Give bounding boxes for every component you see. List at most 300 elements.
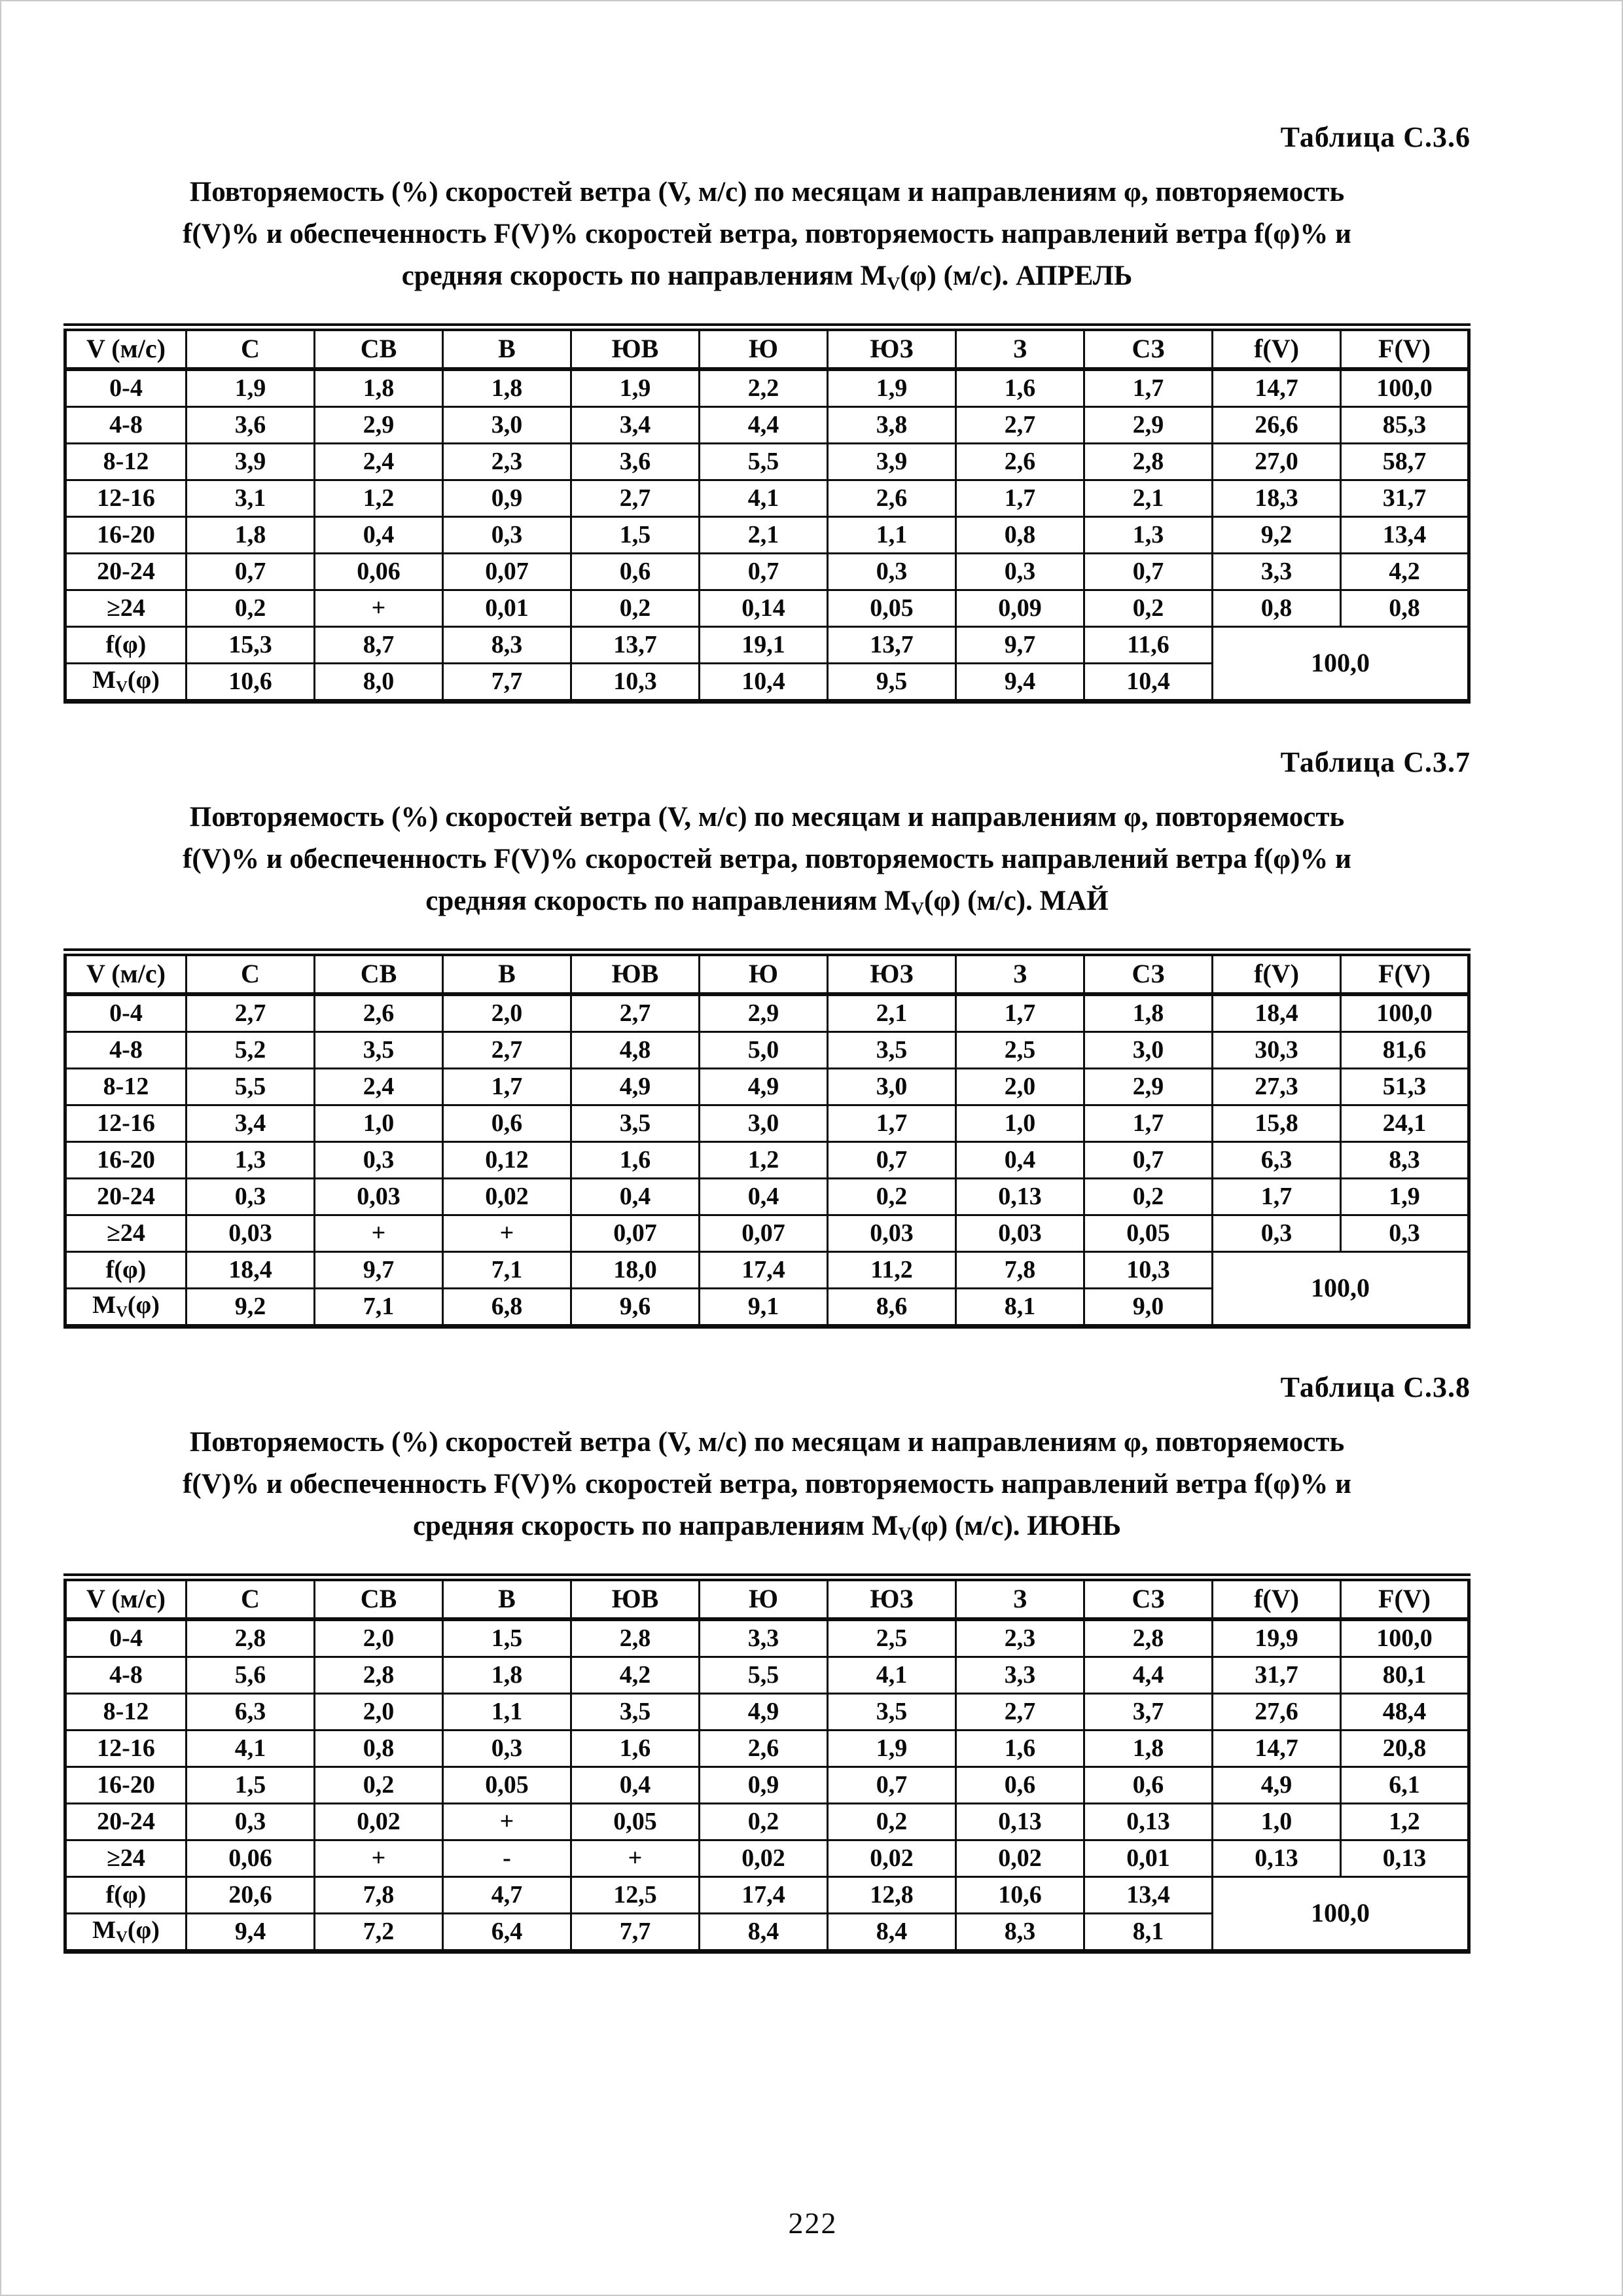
table-cell: 1,2 [315,480,443,516]
table-cell: 0,7 [187,553,315,590]
table-cell: 9,1 [700,1288,828,1326]
table-caption [63,797,1471,930]
caption-line: средняя скорость по направлениям $М_V(\varphi)$ (м/с). МАЙ [425,885,1109,919]
table-number-label: Таблица С.3.8 [1280,1371,1471,1403]
table-cell: 1,6 [956,1730,1084,1767]
table-cell: 4,2 [571,1657,700,1693]
table-cell: 1,2 [700,1141,828,1178]
caption-line: средняя скорость по направлениям $М_V(\varphi)$ (м/с). АПРЕЛЬ [401,260,1133,294]
table-cell: + [571,1840,700,1876]
table-cell: 0,2 [187,590,315,626]
table-cell: 2,0 [315,1619,443,1657]
table-cell: 0,13 [956,1803,1084,1840]
table-cell: 0,4 [956,1141,1084,1178]
table-cell: 2,5 [956,1031,1084,1068]
table-cell: 18,4 [187,1251,315,1288]
table-cell: 1,9 [828,369,956,407]
table-cell: 8,6 [828,1288,956,1326]
table-cell: 1,7 [828,1105,956,1141]
table-row [65,443,1469,480]
header-row [65,327,1469,369]
table-cell: 0,8 [1341,590,1469,626]
table-cell: 0,4 [700,1178,828,1215]
table-cell: 1,0 [315,1105,443,1141]
column-header: F(V) [1341,952,1469,994]
table-cell: 3,5 [571,1693,700,1730]
table-row [65,553,1469,590]
table-cell: 0,3 [443,1730,571,1767]
column-header: З [956,952,1084,994]
table-row [65,1657,1469,1693]
table-cell: 3,5 [828,1693,956,1730]
table-cell: 11,2 [828,1251,956,1288]
table-cell: 5,5 [700,443,828,480]
table-cell: 9,4 [187,1913,315,1951]
column-header: С [187,327,315,369]
table-cell: 13,4 [1084,1876,1213,1913]
table-cell: 2,8 [1084,1619,1213,1657]
table-cell: 14,7 [1213,1730,1341,1767]
table-cell: 2,7 [443,1031,571,1068]
table-cell: 0,02 [828,1840,956,1876]
table-cell: 1,1 [828,516,956,553]
table-cell: 8,1 [956,1288,1084,1326]
column-header: С [187,952,315,994]
table-cell: 27,3 [1213,1068,1341,1105]
table-row [65,1215,1469,1251]
table-cell: 2,4 [315,1068,443,1105]
table-cell: 17,4 [700,1876,828,1913]
table-cell: 1,9 [187,369,315,407]
table-cell: 15,3 [187,626,315,663]
table-cell: 0,03 [828,1215,956,1251]
table-cell: 8,7 [315,626,443,663]
table-cell: 0,13 [956,1178,1084,1215]
table-caption [63,1422,1471,1555]
table-cell: 8,3 [956,1913,1084,1951]
table-cell: 2,8 [571,1619,700,1657]
table-cell: 2,6 [315,994,443,1032]
row-label: 12-16 [65,1105,187,1141]
table-cell: 5,6 [187,1657,315,1693]
table-row [65,1693,1469,1730]
table-cell: 0,06 [187,1840,315,1876]
column-header: V (м/с) [65,952,187,994]
table-cell: 7,8 [315,1876,443,1913]
table-cell: 10,3 [1084,1251,1213,1288]
table-cell: 0,05 [828,590,956,626]
table-cell: 1,9 [828,1730,956,1767]
table-cell: 1,6 [571,1730,700,1767]
table-cell: 1,5 [187,1767,315,1803]
table-cell: 0,7 [1084,553,1213,590]
table-cell: 0,9 [443,480,571,516]
table-cell: 0,4 [571,1767,700,1803]
table-cell: 0,8 [315,1730,443,1767]
table-cell: 0,2 [700,1803,828,1840]
table-cell: 1,0 [1213,1803,1341,1840]
table-cell: 0,7 [828,1141,956,1178]
table-cell: 1,7 [443,1068,571,1105]
table-row [65,1178,1469,1215]
caption-line: f(V)% и обеспеченность F(V)% скоростей ветра, повторяемость направлений ветра f(φ)% и [183,1468,1351,1499]
table-cell: 0,7 [828,1767,956,1803]
table-cell: 1,6 [956,369,1084,407]
table-row [65,1141,1469,1178]
table-cell: 2,7 [956,406,1084,443]
row-label: f(φ) [65,1251,187,1288]
table-cell: 30,3 [1213,1031,1341,1068]
caption-line: f(V)% и обеспеченность F(V)% скоростей ветра, повторяемость направлений ветра f(φ)% и [183,843,1351,874]
table-cell: 0,02 [315,1803,443,1840]
table-row [65,1767,1469,1803]
table-cell: 1,5 [571,516,700,553]
table-cell: 1,5 [443,1619,571,1657]
table-cell: 51,3 [1341,1068,1469,1105]
table-cell: 10,6 [956,1876,1084,1913]
table-cell: 3,4 [571,406,700,443]
table-cell: 0,3 [315,1141,443,1178]
table-cell: 0,6 [571,553,700,590]
row-label: 16-20 [65,516,187,553]
table-cell: 0,13 [1084,1803,1213,1840]
table-row [65,1876,1469,1913]
table-cell: 0,05 [571,1803,700,1840]
table-cell: 0,14 [700,590,828,626]
table-number-label: Таблица С.3.7 [1280,745,1471,778]
table-cell: 1,9 [571,369,700,407]
table-cell: 4,9 [700,1068,828,1105]
table-cell: 3,6 [571,443,700,480]
table-cell: 4,4 [1084,1657,1213,1693]
table-caption [63,171,1471,305]
table-cell: 2,7 [571,994,700,1032]
table-cell: 18,4 [1213,994,1341,1032]
table-cell: 0,07 [571,1215,700,1251]
table-cell: 2,3 [956,1619,1084,1657]
table-cell: 2,0 [315,1693,443,1730]
table-cell: 2,7 [571,480,700,516]
column-header: СЗ [1084,1577,1213,1619]
table-cell: 80,1 [1341,1657,1469,1693]
header-row [65,952,1469,994]
table-cell: 1,1 [443,1693,571,1730]
table-cell: 85,3 [1341,406,1469,443]
caption-line: Повторяемость (%) скоростей ветра (V, м/с) по месяцам и направлениям φ, повторяемость [189,1426,1345,1458]
table-cell: 2,2 [700,369,828,407]
caption-line: Повторяемость (%) скоростей ветра (V, м/с) по месяцам и направлениям φ, повторяемость [189,177,1345,207]
table-cell: 1,8 [443,369,571,407]
table-cell: 4,1 [700,480,828,516]
table-cell: 1,9 [1341,1178,1469,1215]
column-header: СВ [315,327,443,369]
table-cell: 18,3 [1213,480,1341,516]
column-header: V (м/с) [65,327,187,369]
table-cell: 58,7 [1341,443,1469,480]
table-cell: 4,9 [571,1068,700,1105]
row-label: 8-12 [65,1068,187,1105]
column-header: Ю [700,327,828,369]
table-cell: 4,9 [700,1693,828,1730]
table-cell: 2,5 [828,1619,956,1657]
table-cell: 1,7 [1084,1105,1213,1141]
table-cell: + [315,590,443,626]
table-cell: 10,4 [700,663,828,701]
column-header: В [443,1577,571,1619]
column-header: В [443,952,571,994]
table-cell: 3,0 [1084,1031,1213,1068]
table-cell: 7,1 [443,1251,571,1288]
table-cell: 3,0 [700,1105,828,1141]
table-cell: 0,8 [1213,590,1341,626]
table-cell: 3,5 [571,1105,700,1141]
table-cell: 11,6 [1084,626,1213,663]
table-cell: 9,0 [1084,1288,1213,1326]
table-cell: 8,3 [443,626,571,663]
table-cell: 0,3 [828,553,956,590]
column-header: F(V) [1341,327,1469,369]
caption-line: средняя скорость по направлениям $М_V(\varphi)$ (м/с). ИЮНЬ [412,1510,1122,1544]
column-header: СВ [315,1577,443,1619]
table-cell: 3,8 [828,406,956,443]
table-cell: 13,7 [571,626,700,663]
table-row [65,516,1469,553]
column-header: f(V) [1213,952,1341,994]
table-cell: 1,7 [956,480,1084,516]
table-cell: 13,4 [1341,516,1469,553]
table-cell: 0,2 [315,1767,443,1803]
table-cell: 10,6 [187,663,315,701]
table-cell: 4,1 [828,1657,956,1693]
column-header: З [956,327,1084,369]
table-cell: 2,6 [828,480,956,516]
table-cell: 2,7 [956,1693,1084,1730]
table-cell: 20,8 [1341,1730,1469,1767]
row-label: 4-8 [65,1031,187,1068]
table-cell: 2,1 [1084,480,1213,516]
table-cell: 0,2 [828,1178,956,1215]
table-cell: 1,3 [1084,516,1213,553]
row-label: 12-16 [65,1730,187,1767]
table-cell: 0,3 [1341,1215,1469,1251]
table-cell: 81,6 [1341,1031,1469,1068]
table-cell: 27,6 [1213,1693,1341,1730]
column-header: ЮЗ [828,1577,956,1619]
table-cell: 0,01 [1084,1840,1213,1876]
table-cell: 2,8 [187,1619,315,1657]
table-cell: 0,8 [956,516,1084,553]
table-cell: 0,01 [443,590,571,626]
table-cell: 2,9 [1084,1068,1213,1105]
table-cell: 0,07 [700,1215,828,1251]
table-cell: 3,3 [956,1657,1084,1693]
table-cell: 0,05 [443,1767,571,1803]
column-header: Ю [700,952,828,994]
row-label: $М_V(\varphi)$ [65,1913,187,1951]
table-cell: + [443,1215,571,1251]
table-cell: 15,8 [1213,1105,1341,1141]
table-cell: 3,9 [187,443,315,480]
table-cell: 2,8 [1084,443,1213,480]
table-cell: 8,4 [700,1913,828,1951]
table-cell: 2,7 [187,994,315,1032]
table-cell: 3,3 [700,1619,828,1657]
table-cell: 5,2 [187,1031,315,1068]
row-label: 20-24 [65,1803,187,1840]
table-row [65,1730,1469,1767]
table-cell: 3,7 [1084,1693,1213,1730]
table-row [65,994,1469,1032]
table-row [65,1840,1469,1876]
table-cell: 0,3 [187,1178,315,1215]
table-cell: 0,09 [956,590,1084,626]
table-cell: 3,1 [187,480,315,516]
table-cell: 6,3 [187,1693,315,1730]
column-header: С [187,1577,315,1619]
table-cell: 1,6 [571,1141,700,1178]
table-cell: 18,0 [571,1251,700,1288]
table-cell: 1,2 [1341,1803,1469,1840]
column-header: З [956,1577,1084,1619]
row-label: $М_V(\varphi)$ [65,1288,187,1326]
column-header: ЮВ [571,327,700,369]
table-cell: 4,2 [1341,553,1469,590]
table-cell: 3,4 [187,1105,315,1141]
table-cell: 7,2 [315,1913,443,1951]
wind-table-june [63,1573,1471,1954]
table-cell: 4,8 [571,1031,700,1068]
table-cell: 100,0 [1341,994,1469,1032]
table-cell: 2,4 [315,443,443,480]
table-cell: 0,2 [828,1803,956,1840]
table-number-label: Таблица С.3.6 [1280,121,1471,153]
table-cell: 19,1 [700,626,828,663]
table-cell: 31,7 [1213,1657,1341,1693]
column-header: Ю [700,1577,828,1619]
table-cell: 0,6 [443,1105,571,1141]
table-cell: 9,7 [315,1251,443,1288]
row-label: 0-4 [65,369,187,407]
table-cell: 6,4 [443,1913,571,1951]
merged-total-cell: 100,0 [1213,1251,1469,1326]
table-cell: 0,02 [443,1178,571,1215]
table-cell: 1,8 [1084,994,1213,1032]
row-label: 16-20 [65,1767,187,1803]
table-cell: 2,9 [700,994,828,1032]
row-label: 4-8 [65,1657,187,1693]
table-cell: 0,13 [1213,1840,1341,1876]
column-header: СЗ [1084,952,1213,994]
table-cell: 1,8 [187,516,315,553]
table-cell: 0,06 [315,553,443,590]
table-cell: 0,9 [700,1767,828,1803]
column-header: В [443,327,571,369]
table-cell: 5,5 [700,1657,828,1693]
table-cell: 48,4 [1341,1693,1469,1730]
table-cell: 4,7 [443,1876,571,1913]
row-label: 4-8 [65,406,187,443]
column-header: f(V) [1213,327,1341,369]
table-cell: 9,5 [828,663,956,701]
table-cell: 2,0 [443,994,571,1032]
table-cell: 20,6 [187,1876,315,1913]
table-cell: 0,02 [700,1840,828,1876]
table-cell: 2,9 [315,406,443,443]
merged-total-cell: 100,0 [1213,1876,1469,1951]
table-cell: 26,6 [1213,406,1341,443]
table-cell: 12,8 [828,1876,956,1913]
table-cell: 3,9 [828,443,956,480]
table-section-april [63,119,1471,704]
row-label: 0-4 [65,994,187,1032]
table-cell: 100,0 [1341,1619,1469,1657]
table-cell: 3,6 [187,406,315,443]
table-cell: 6,3 [1213,1141,1341,1178]
table-cell: 10,3 [571,663,700,701]
table-cell: 0,6 [956,1767,1084,1803]
caption-line: f(V)% и обеспеченность F(V)% скоростей ветра, повторяемость направлений ветра f(φ)% и [183,219,1351,249]
row-label: 12-16 [65,480,187,516]
wind-table-may [63,948,1471,1329]
table-cell: 1,8 [443,1657,571,1693]
table-row [65,1803,1469,1840]
table-cell: 0,07 [443,553,571,590]
table-cell: 8,1 [1084,1913,1213,1951]
table-cell: 0,2 [571,590,700,626]
table-row [65,1619,1469,1657]
table-cell: 2,8 [315,1657,443,1693]
table-row [65,590,1469,626]
table-cell: 0,3 [187,1803,315,1840]
table-row [65,1251,1469,1288]
table-cell: 2,6 [700,1730,828,1767]
table-cell: 2,6 [956,443,1084,480]
table-cell: 0,2 [1084,590,1213,626]
table-cell: 2,3 [443,443,571,480]
table-cell: 1,0 [956,1105,1084,1141]
table-cell: 1,3 [187,1141,315,1178]
table-row [65,406,1469,443]
table-cell: 17,4 [700,1251,828,1288]
row-label: 20-24 [65,1178,187,1215]
table-cell: 9,2 [187,1288,315,1326]
table-cell: 3,0 [443,406,571,443]
table-cell: 2,1 [700,516,828,553]
row-label: ≥24 [65,1840,187,1876]
table-cell: 19,9 [1213,1619,1341,1657]
table-cell: 1,7 [956,994,1084,1032]
row-label: $М_V(\varphi)$ [65,663,187,701]
table-cell: + [315,1840,443,1876]
table-cell: - [443,1840,571,1876]
table-cell: 6,1 [1341,1767,1469,1803]
column-header: ЮВ [571,952,700,994]
table-cell: 1,8 [1084,1730,1213,1767]
row-label: ≥24 [65,590,187,626]
table-cell: 0,02 [956,1840,1084,1876]
table-cell: 1,7 [1084,369,1213,407]
table-cell: 0,03 [315,1178,443,1215]
table-cell: 24,1 [1341,1105,1469,1141]
table-cell: 2,0 [956,1068,1084,1105]
table-cell: 12,5 [571,1876,700,1913]
table-cell: 2,1 [828,994,956,1032]
table-cell: 27,0 [1213,443,1341,480]
table-cell: 14,7 [1213,369,1341,407]
caption-line: Повторяемость (%) скоростей ветра (V, м/с) по месяцам и направлениям φ, повторяемость [189,801,1345,833]
table-cell: 7,7 [443,663,571,701]
table-cell: 0,3 [956,553,1084,590]
